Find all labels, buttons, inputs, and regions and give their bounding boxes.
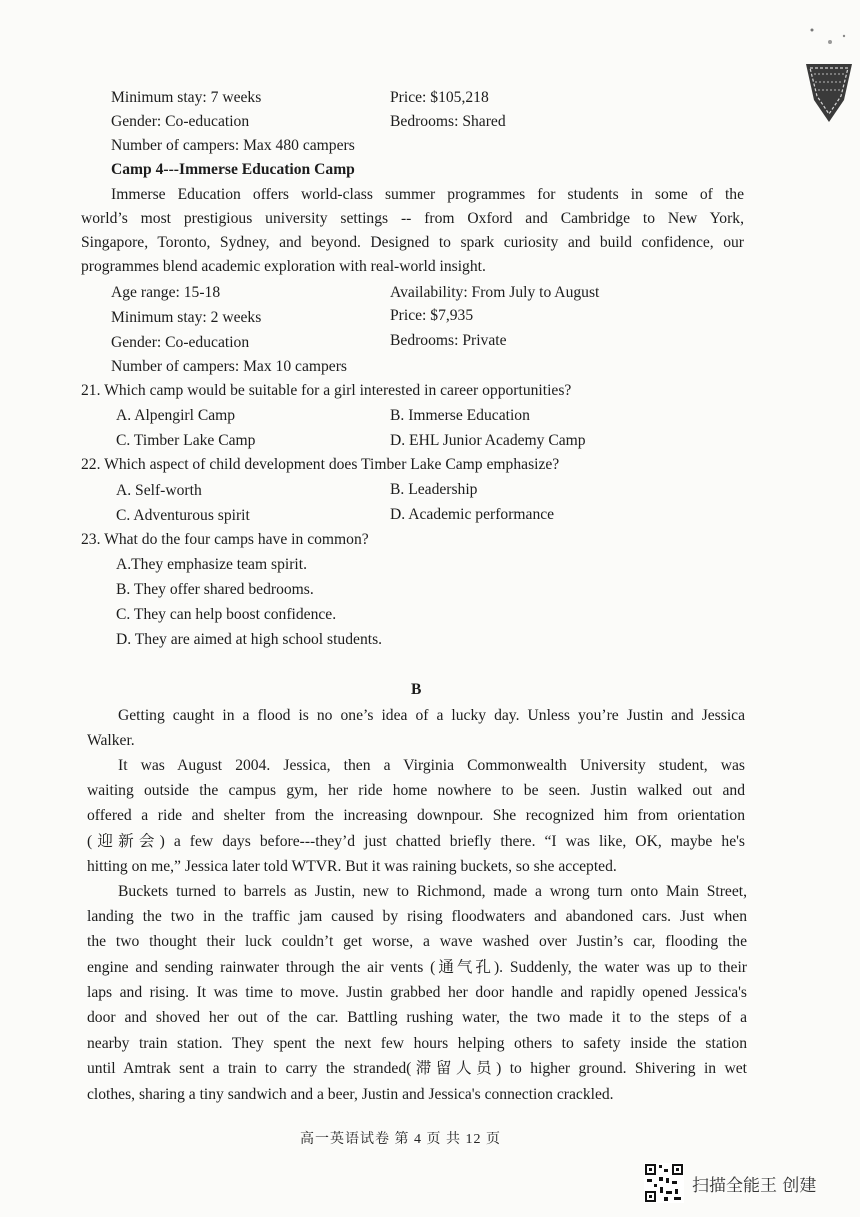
camp4-campers: Number of campers: Max 10 campers [111, 358, 347, 375]
passage-line: landing the two in the traffic jam caused by rising floodwaters and abandoned cars. Just when [87, 908, 747, 925]
option-d: D. EHL Junior Academy Camp [390, 432, 586, 449]
camp3-price: Price: $105,218 [390, 89, 489, 106]
question-stem: 22. Which aspect of child development does Timber Lake Camp emphasize? [81, 456, 560, 473]
camp3-campers: Number of campers: Max 480 campers [111, 137, 355, 154]
camp3-bedrooms: Bedrooms: Shared [390, 113, 506, 130]
qr-code-icon [644, 1163, 684, 1203]
passage-line: Getting caught in a flood is no one’s idea of a lucky day. Unless you’re Justin and Jessica [118, 707, 745, 724]
question-stem: 23. What do the four camps have in common? [81, 531, 369, 548]
camp3-gender: Gender: Co-education [111, 113, 250, 130]
camp4-desc-line: Immerse Education offers world-class summer programmes for students in some of the [111, 186, 744, 203]
option-a: A. Self-worth [116, 482, 202, 499]
option-d: D. They are aimed at high school students. [116, 631, 383, 648]
camp4-bedrooms: Bedrooms: Private [390, 332, 507, 349]
option-b: B. Leadership [390, 481, 478, 498]
section-heading: B [411, 681, 422, 698]
passage-line: the two thought their luck couldn’t get worse, a wave washed over Justin’s car, flooding the [87, 933, 747, 950]
camp4-desc-line: world’s most prestigious university settings -- from Oxford and Cambridge to New York, [81, 210, 744, 227]
camp4-desc-line: programmes blend academic exploration with real-world insight. [81, 258, 486, 275]
passage-line: clothes, sharing a tiny sandwich and a beer, Justin and Jessica's connection crackled. [87, 1086, 614, 1103]
page-footer: 高一英语试卷 第 4 页 共 12 页 [300, 1132, 501, 1147]
option-c: C. Adventurous spirit [116, 507, 250, 524]
passage-line: waiting outside the campus gym, her ride home nowhere to be seen. Justin walked out and [87, 782, 745, 799]
camp4-title: Camp 4---Immerse Education Camp [111, 161, 355, 178]
option-c: C. Timber Lake Camp [116, 432, 256, 449]
camp4-age: Age range: 15-18 [111, 284, 221, 301]
passage-line: offered a ride and shelter from the increasing downpour. She recognized him from orientation [87, 807, 745, 824]
passage-line: laps and rising. It was time to move. Justin grabbed her door handle and rapidly opened Jessica's [87, 984, 747, 1001]
camp4-desc-line: Singapore, Toronto, Sydney, and beyond. Designed to spark curiosity and build confidence, our [81, 234, 744, 251]
seal-graphic [800, 22, 858, 132]
option-c: C. They can help boost confidence. [116, 606, 337, 623]
option-a: A. Alpengirl Camp [116, 407, 236, 424]
question-stem: 21. Which camp would be suitable for a girl interested in career opportunities? [81, 382, 572, 399]
camp4-gender: Gender: Co-education [111, 334, 250, 351]
camp4-min-stay: Minimum stay: 2 weeks [111, 309, 262, 326]
camp4-price: Price: $7,935 [390, 307, 474, 324]
option-b: B. Immerse Education [390, 407, 530, 424]
passage-line: (迎新会) a few days before---they’d just chatted briefly there. “I was like, OK, maybe he's [87, 833, 745, 850]
passage-line: Walker. [87, 732, 135, 749]
option-d: D. Academic performance [390, 506, 555, 523]
passage-line: engine and sending rainwater through the air vents (通气孔). Suddenly, the water was up to their [87, 959, 747, 976]
scanner-watermark: 扫描全能王 创建 [692, 1176, 817, 1196]
camp4-availability: Availability: From July to August [390, 284, 600, 301]
camp3-min-stay: Minimum stay: 7 weeks [111, 89, 262, 106]
passage-line: until Amtrak sent a train to carry the stranded(滞留人员) to higher ground. Shivering in wet [87, 1060, 747, 1077]
passage-line: It was August 2004. Jessica, then a Virginia Commonwealth University student, was [118, 757, 745, 774]
option-b: B. They offer shared bedrooms. [116, 581, 314, 598]
passage-line: hitting on me,” Jessica later told WTVR. But it was raining buckets, so she accepted. [87, 858, 617, 875]
option-a: A.They emphasize team spirit. [116, 556, 307, 573]
passage-line: Buckets turned to barrels as Justin, new to Richmond, made a wrong turn onto Main Street, [118, 883, 747, 900]
passage-line: door and shoved her out of the car. Battling rushing water, the two made it to the steps of a [87, 1009, 747, 1026]
passage-line: nearby train station. They spent the next few hours helping others to safety inside the station [87, 1035, 747, 1052]
